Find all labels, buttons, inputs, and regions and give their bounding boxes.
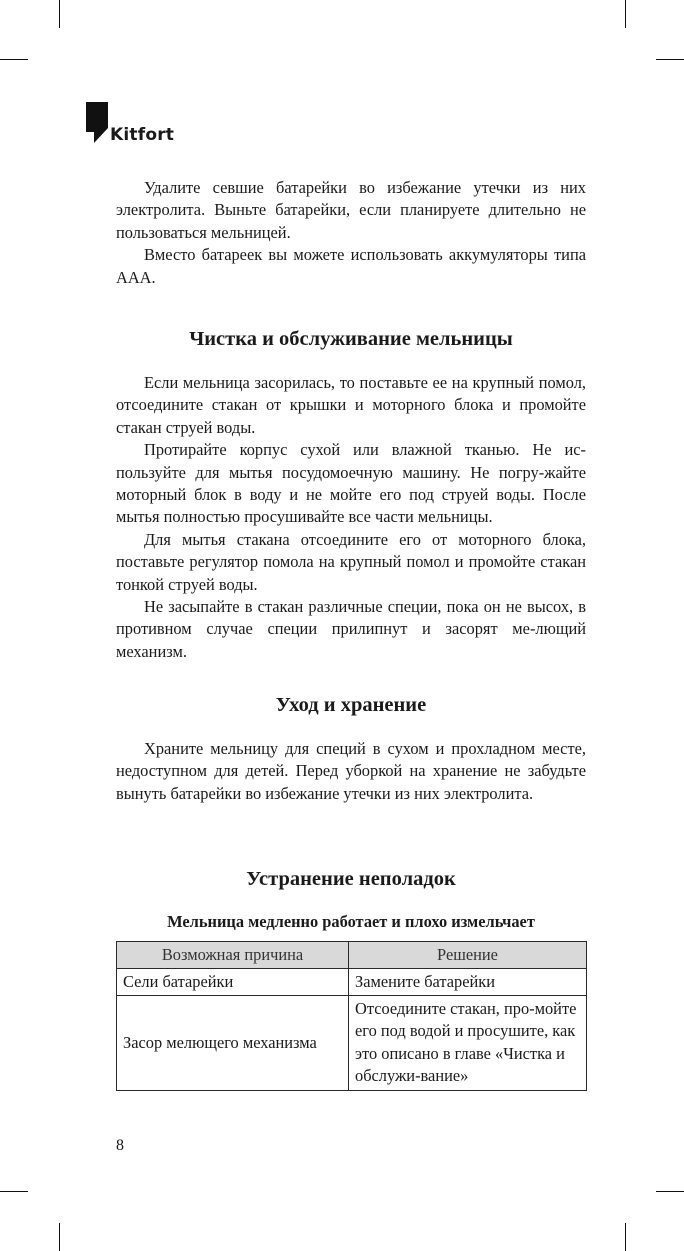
cleaning-section: [116, 326, 586, 352]
crop-mark: [656, 59, 684, 60]
troubleshooting-section: [116, 866, 586, 892]
table-row: [117, 996, 587, 1091]
troubleshooting-subtitle-wrap: [116, 911, 586, 933]
cleaning-paragraph: Не засыпайте в стакан различные специи, пока он не высох, в противном случае специи прилипнут и засорят ме-лющий механизм.: [116, 597, 586, 661]
brand-name: Kitfort: [110, 125, 175, 145]
cleaning-body: [116, 372, 586, 663]
intro-paragraph: Вместо батареек вы можете использовать аккумуляторы типа ААА.: [116, 245, 586, 287]
care-body: [116, 738, 586, 805]
solution-cell: Отсоедините стакан, про-мойте его под водой и просушите, как это описано в главе «Чистка и обслужи-вание»: [349, 996, 587, 1091]
troubleshooting-table: [116, 941, 587, 1091]
care-section: [116, 692, 586, 718]
table-row: [117, 969, 587, 996]
crop-mark: [59, 0, 60, 28]
column-header-solution: Решение: [349, 942, 587, 969]
crop-mark: [656, 1191, 684, 1192]
cleaning-paragraph: Протирайте корпус сухой или влажной тканью. Не ис-пользуйте для мытья посудомоечную машину. Не погру-жайте моторный блок в воду и не мойте его под струей воды. После мытья полностью просушивайте все части мельницы.: [116, 440, 586, 527]
crop-mark: [0, 1191, 28, 1192]
care-paragraph: Храните мельницу для специй в сухом и прохладном месте, недоступном для детей. Перед уборкой на хранение не забудьте вынуть батарейки во избежание утечки из них электролита.: [116, 739, 586, 803]
cause-cell: Засор мелющего механизма: [117, 996, 349, 1091]
cleaning-paragraph: Если мельница засорилась, то поставьте ее на крупный помол, отсоедините стакан от крышки и моторного блока и промойте стакан струей воды.: [116, 373, 586, 437]
column-header-cause: Возможная причина: [117, 942, 349, 969]
troubleshooting-subtitle: Мельница медленно работает и плохо измельчает: [167, 912, 535, 931]
cause-cell: Сели батарейки: [117, 969, 349, 996]
crop-mark: [59, 1223, 60, 1251]
intro-section: [116, 177, 586, 289]
crop-mark: [625, 0, 626, 28]
crop-mark: [0, 59, 28, 60]
page-number: 8: [116, 1137, 124, 1154]
care-title: Уход и хранение: [275, 694, 427, 716]
cleaning-title: Чистка и обслуживание мельницы: [189, 328, 513, 350]
solution-cell: Замените батарейки: [349, 969, 587, 996]
table-header-row: [117, 942, 587, 969]
kitfort-logo-icon: [86, 102, 108, 146]
cleaning-paragraph: Для мытья стакана отсоедините его от моторного блока, поставьте регулятор помола на крупный помол и промойте стакан тонкой струей воды.: [116, 529, 586, 594]
intro-paragraph: Удалите севшие батарейки во избежание утечки из них электролита. Выньте батарейки, если планируете длительно не пользоваться мельницей.: [116, 178, 586, 242]
troubleshooting-title: Устранение неполадок: [246, 868, 456, 890]
crop-mark: [625, 1223, 626, 1251]
